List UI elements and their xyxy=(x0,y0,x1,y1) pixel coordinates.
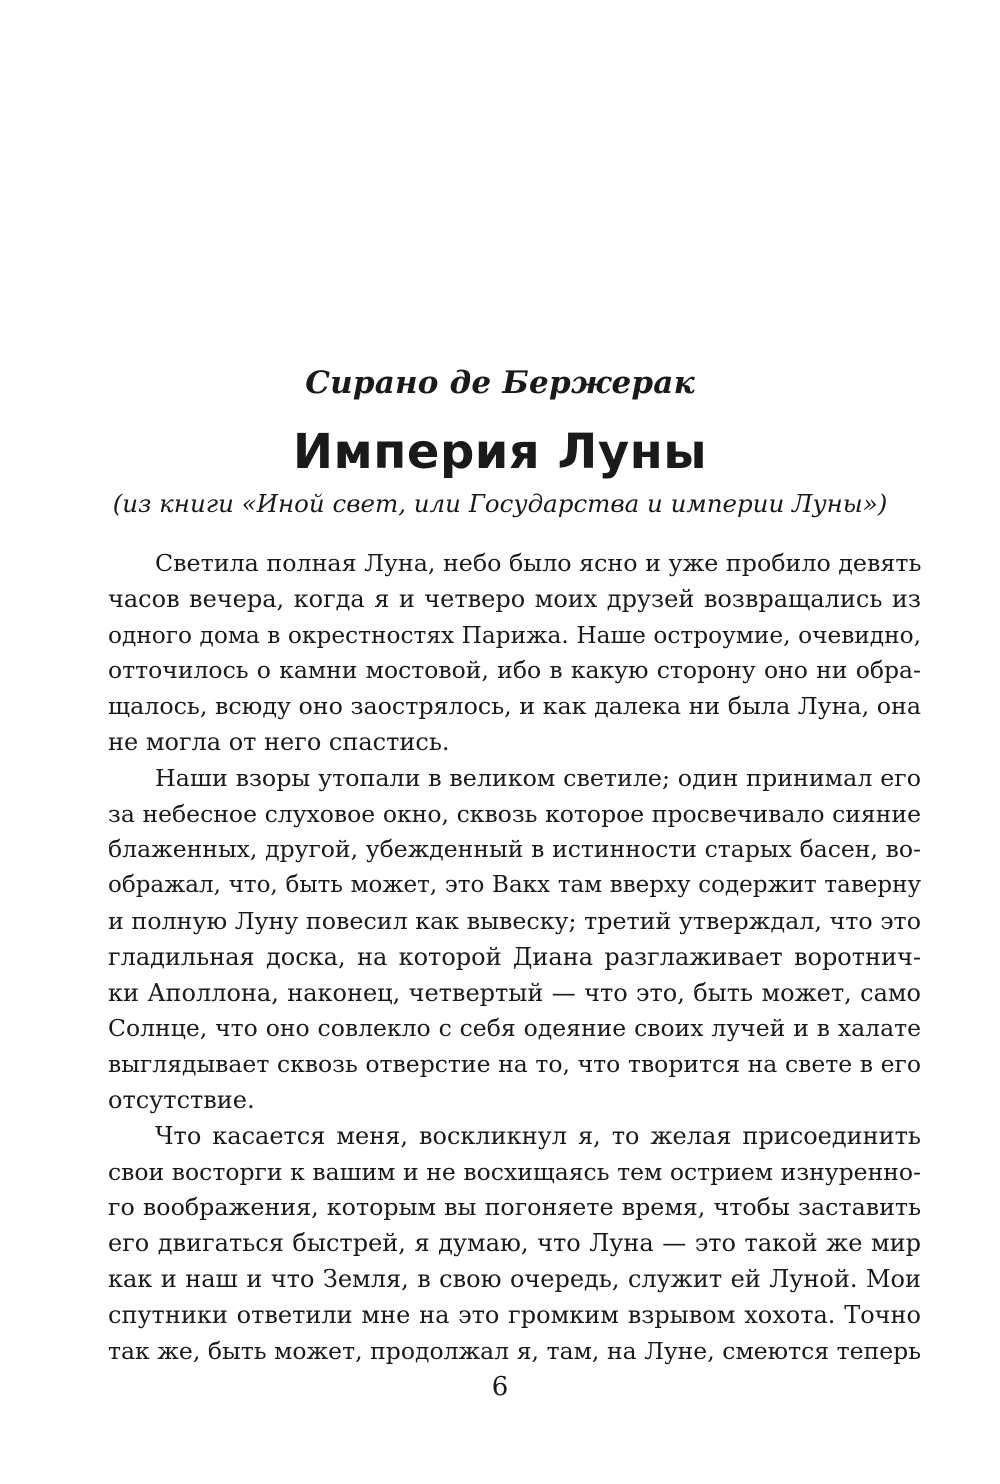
text-line: одного дома в окрестностях Парижа. Наше остроумие, очевидно, xyxy=(108,621,921,649)
text-line: отсутствие. xyxy=(108,1085,255,1114)
text-line: го воображения, которым вы погоняете время, чтобы заставить xyxy=(108,1193,921,1222)
text-line: так же, быть может, продолжал я, там, на Луне, смеются теперь xyxy=(108,1336,921,1365)
text-line: ки Аполлона, наконец, четвертый — что это, быть может, само xyxy=(108,978,921,1007)
text-line: Что касается меня, воскликнул я, то желая присоединить xyxy=(155,1121,921,1150)
author-heading: Сирано де Бержерак xyxy=(305,365,695,401)
text-line: ображал, что, быть может, это Вакх там вверху содержит таверну xyxy=(108,872,921,899)
text-line: отточилось о камни мостовой, ибо в какую сторону оно ни обра- xyxy=(108,656,921,685)
text-line: щалось, всюду оно заострялось, и как далека ни была Луна, она xyxy=(108,692,921,721)
text-line: свои восторги к вашим и не восхищаясь тем острием изнуренно- xyxy=(108,1157,921,1186)
text-line: часов вечера, когда я и четверо моих друзей возвращались из xyxy=(108,584,921,613)
text-line: не могла от него спастись. xyxy=(108,727,450,756)
text-line: Наши взоры утопали в великом светиле; один принимал его xyxy=(155,763,921,792)
chapter-subtitle: (из книги «Иной свет, или Государства и империи Луны») xyxy=(112,489,888,518)
page-number: 6 xyxy=(491,1372,509,1402)
text-line: выглядывает сквозь отверстие на то, что творится на свете в его xyxy=(108,1050,921,1079)
text-line: и полную Луну повесил как вывеску; третий утверждал, что это xyxy=(108,906,921,935)
text-line: Светила полная Луна, небо было ясно и уже пробило девять xyxy=(155,549,922,577)
text-line: за небесное слуховое окно, сквозь которое просвечивало сияние xyxy=(108,799,921,828)
chapter-title: Империя Луны xyxy=(292,424,708,480)
text-line: Солнце, что оно совлекло с себя одеяние своих лучей и в халате xyxy=(108,1014,921,1043)
text-line: гладильная доска, на которой Диана разглаживает воротнич- xyxy=(108,942,921,971)
body-text xyxy=(108,546,921,1369)
text-line: спутники ответили мне на это громким взрывом хохота. Точно xyxy=(108,1300,921,1329)
text-line: как и наш и что Земля, в свою очередь, служит ей Луной. Мои xyxy=(108,1264,921,1293)
text-line: блаженных, другой, убежденный в истинности старых басен, во- xyxy=(108,835,921,864)
text-line: его двигаться быстрей, я думаю, что Луна — это такой же мир xyxy=(108,1229,921,1258)
